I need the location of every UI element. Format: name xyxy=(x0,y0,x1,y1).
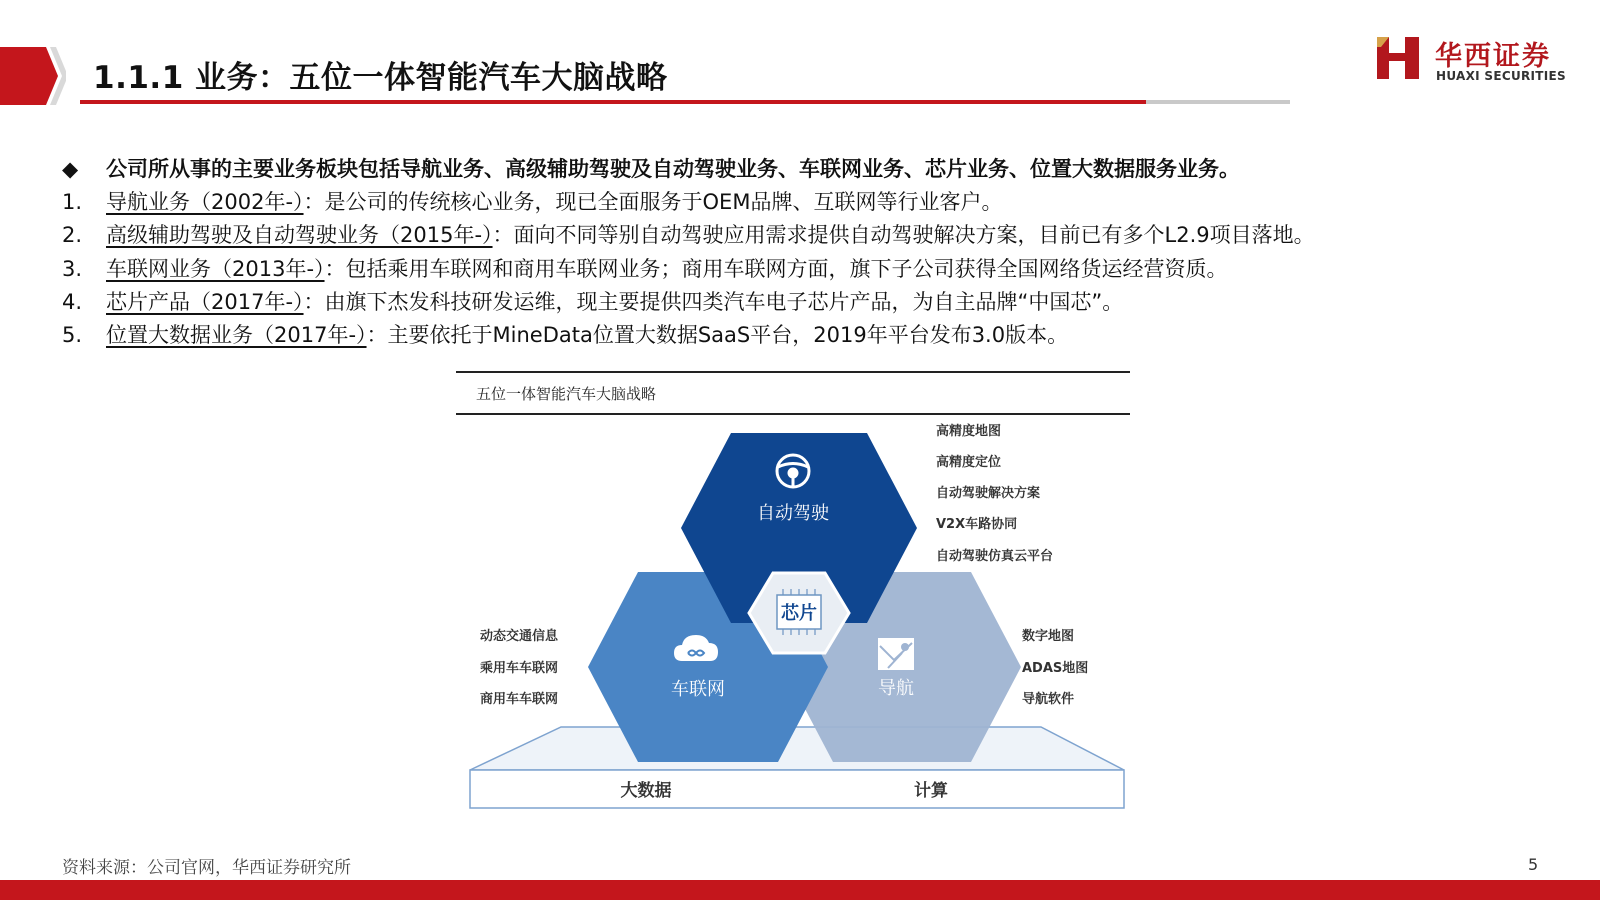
page-number: 5 xyxy=(1528,855,1539,874)
list-item xyxy=(62,286,1123,316)
base-label-compute: 计算 xyxy=(914,781,948,801)
title-underline xyxy=(80,100,1146,104)
hex-autodrive-label: 自动驾驶 xyxy=(757,503,829,524)
nav-feature: ADAS地图 xyxy=(1022,661,1089,676)
list-item-text: ：是公司的传统核心业务，现已全面服务于OEM品牌、互联网等行业客户。 xyxy=(303,190,1003,214)
list-item xyxy=(62,253,1228,283)
lead-paragraph xyxy=(62,153,1240,183)
lead-text: 公司所从事的主要业务板块包括导航业务、高级辅助驾驶及自动驾驶业务、车联网业务、芯片业务、位置大数据服务业务。 xyxy=(106,157,1240,181)
autodrive-feature: V2X车路协同 xyxy=(936,517,1018,532)
list-item xyxy=(62,319,1068,349)
nav-feature: 导航软件 xyxy=(1022,692,1075,707)
autodrive-feature: 高精度定位 xyxy=(936,455,1002,470)
list-number: 2. xyxy=(62,223,83,247)
figure-top-rule xyxy=(456,371,1130,373)
logo-name-en: HUAXI SECURITIES xyxy=(1436,69,1566,83)
diamond-bullet-icon: ◆ xyxy=(62,157,79,181)
autodrive-feature: 高精度地图 xyxy=(936,424,1002,439)
nav-feature: 数字地图 xyxy=(1022,629,1075,644)
iov-feature: 乘用车车联网 xyxy=(480,661,559,676)
iov-feature: 动态交通信息 xyxy=(480,629,559,644)
list-item-text: ：主要依托于MineData位置大数据SaaS平台，2019年平台发布3.0版本。 xyxy=(366,323,1069,347)
map-icon xyxy=(878,638,914,670)
list-item-title: 位置大数据业务（2017年-） xyxy=(106,323,367,347)
list-number: 5. xyxy=(62,323,83,347)
base-label-bigdata: 大数据 xyxy=(620,781,672,801)
title-underline-gray xyxy=(1146,100,1290,104)
list-item-title: 高级辅助驾驶及自动驾驶业务（2015年-） xyxy=(106,223,493,247)
list-item-title: 芯片产品（2017年-） xyxy=(106,290,304,314)
list-number: 4. xyxy=(62,290,83,314)
logo-name-cn: 华西证券 xyxy=(1435,41,1551,72)
hex-iov-label: 车联网 xyxy=(671,679,725,700)
footer-bar xyxy=(0,880,1600,900)
list-item xyxy=(62,186,1002,216)
huaxi-logo-mark-icon xyxy=(1375,33,1423,83)
figure-title: 五位一体智能汽车大脑战略 xyxy=(476,385,657,403)
base-platform xyxy=(470,727,1124,808)
autodrive-feature: 自动驾驶解决方案 xyxy=(936,486,1041,501)
page-title: 1.1.1 业务：五位一体智能汽车大脑战略 xyxy=(93,60,668,96)
huaxi-logo xyxy=(1375,33,1575,88)
list-item-text: ：由旗下杰发科技研发运维，现主要提供四类汽车电子芯片产品，为自主品牌“中国芯”。 xyxy=(303,290,1124,314)
list-number: 3. xyxy=(62,257,83,281)
list-item-title: 导航业务（2002年-） xyxy=(106,190,304,214)
list-item-text: ：面向不同等别自动驾驶应用需求提供自动驾驶解决方案，目前已有多个L2.9项目落地。 xyxy=(492,223,1315,247)
list-number: 1. xyxy=(62,190,83,214)
header-arrow-decoration xyxy=(0,47,66,105)
chip-label: 芯片 xyxy=(781,603,817,624)
list-item-title: 车联网业务（2013年-） xyxy=(106,257,325,281)
iov-feature: 商用车车联网 xyxy=(480,692,559,707)
hex-nav-label: 导航 xyxy=(878,678,914,699)
autodrive-feature: 自动驾驶仿真云平台 xyxy=(936,549,1054,564)
list-item xyxy=(62,219,1315,249)
source-note: 资料来源：公司官网，华西证券研究所 xyxy=(62,858,351,878)
list-item-text: ：包括乘用车联网和商用车联网业务；商用车联网方面，旗下子公司获得全国网络货运经营资质。 xyxy=(324,257,1228,281)
